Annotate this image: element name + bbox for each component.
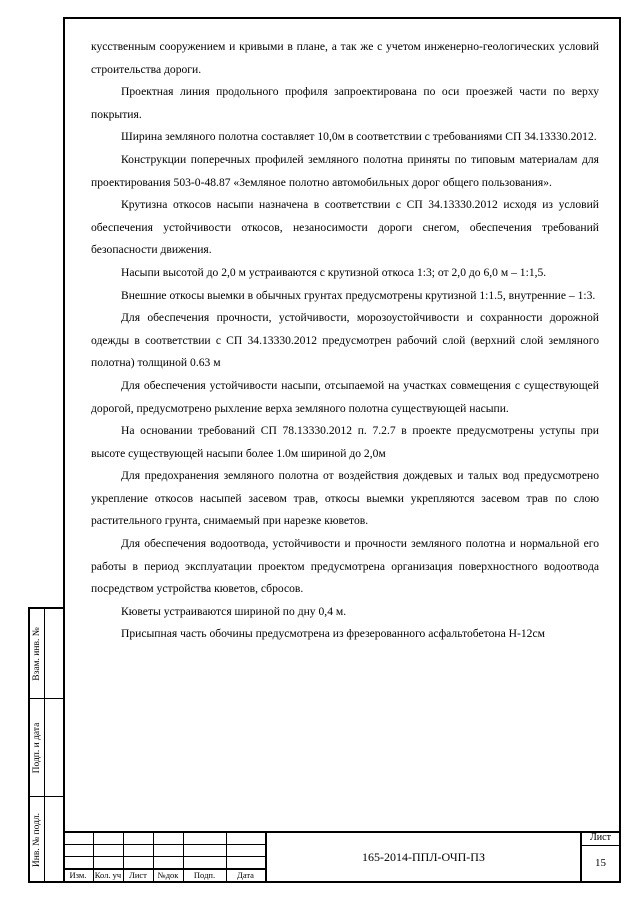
column-header-ndok: №док	[157, 870, 179, 880]
paragraph: Крутизна откосов насыпи назначена в соответствии с СП 34.13330.2012 исходя из условий обеспечения устойчивости откосов, незаносимости дороги снегом, обеспечения требований безопасности движения.	[91, 198, 599, 257]
paragraph: Кюветы устраиваются шириной по дну 0,4 м.	[121, 604, 347, 618]
side-stamp	[28, 607, 65, 883]
document-code: 165-2014-ППЛ-ОЧП-ПЗ	[265, 831, 582, 883]
side-cell-sign	[30, 699, 65, 797]
paragraph: Проектная линия продольного профиля запроектирована по оси проезжей части по верху покрытия.	[91, 85, 599, 121]
paragraph: Для обеспечения устойчивости насыпи, отсыпаемой на участках совмещения с существующей дорогой, предусмотрено рыхление верха земляного полотна существующей насыпи.	[91, 378, 599, 415]
side-label-replaced-inv: Взам. инв. №	[32, 626, 42, 681]
sheet-number: 15	[595, 857, 606, 869]
column-header-kol-uch: Кол. уч	[94, 870, 122, 880]
title-block	[63, 831, 621, 883]
paragraph: кусственным сооружением и кривыми в плане, а так же с учетом инженерно-геологических условий строительства дороги.	[91, 40, 599, 76]
column-header-podp: Подп.	[193, 870, 216, 880]
paragraph: Для обеспечения водоотвода, устойчивости и прочности земляного полотна и нормальной его работы в период эксплуатации проектом предусмотрена организация поверхностного водоотвода посредством устройства кюветов, сбросов.	[91, 537, 599, 596]
paragraph: Для обеспечения прочности, устойчивости, морозоустойчивости и сохранности дорожной одежды в соответствии с СП 34.13330.2012 предусмотрен рабочий слой (верхний слой земляного полотна) толщиной 0.63 м	[91, 311, 599, 370]
sheet-label: Лист	[590, 832, 611, 843]
document-body	[91, 36, 599, 646]
paragraph: Внешние откосы выемки в обычных грунтах предусмотрены крутизной 1:1.5, внутренние – 1:3.	[121, 288, 596, 302]
paragraph: Присыпная часть обочины предусмотрена из фрезерованного асфальтобетона Н-12см	[121, 627, 545, 641]
column-header-list: Лист	[129, 870, 147, 880]
side-cell-replaced	[30, 609, 65, 699]
column-header-data: Дата	[237, 870, 254, 880]
paragraph: Для предохранения земляного полотна от воздействия дождевых и талых вод предусмотрено укрепление откосов насыпей засевом трав, откосы выемки укрепляются засевом трав по слою растительного грунта, снимаемый при нарезке кюветов.	[91, 469, 599, 528]
paragraph: Насыпи высотой до 2,0 м устраиваются с крутизной откоса 1:3; от 2,0 до 6,0 м – 1:1,5.	[121, 265, 547, 279]
column-header-izm: Изм.	[69, 870, 87, 880]
side-label-inv-orig: Инв. № подл.	[32, 812, 42, 868]
side-cell-inv	[30, 797, 65, 883]
side-label-sign-date: Подп. и дата	[32, 722, 42, 773]
paragraph: На основании требований СП 78.13330.2012 п. 7.2.7 в проекте предусмотрены уступы при высоте существующей насыпи более 1.0м шириной до 2,0м	[91, 424, 599, 460]
paragraph: Конструкции поперечных профилей земляного полотна приняты по типовым материалам для проектирования 503-0-48.87 «Земляное полотно автомобильных дорог общего пользования».	[91, 152, 599, 189]
paragraph: Ширина земляного полотна составляет 10,0м в соответствии с требованиями СП 34.13330.2012.	[121, 130, 597, 144]
sheet-box	[582, 831, 621, 883]
